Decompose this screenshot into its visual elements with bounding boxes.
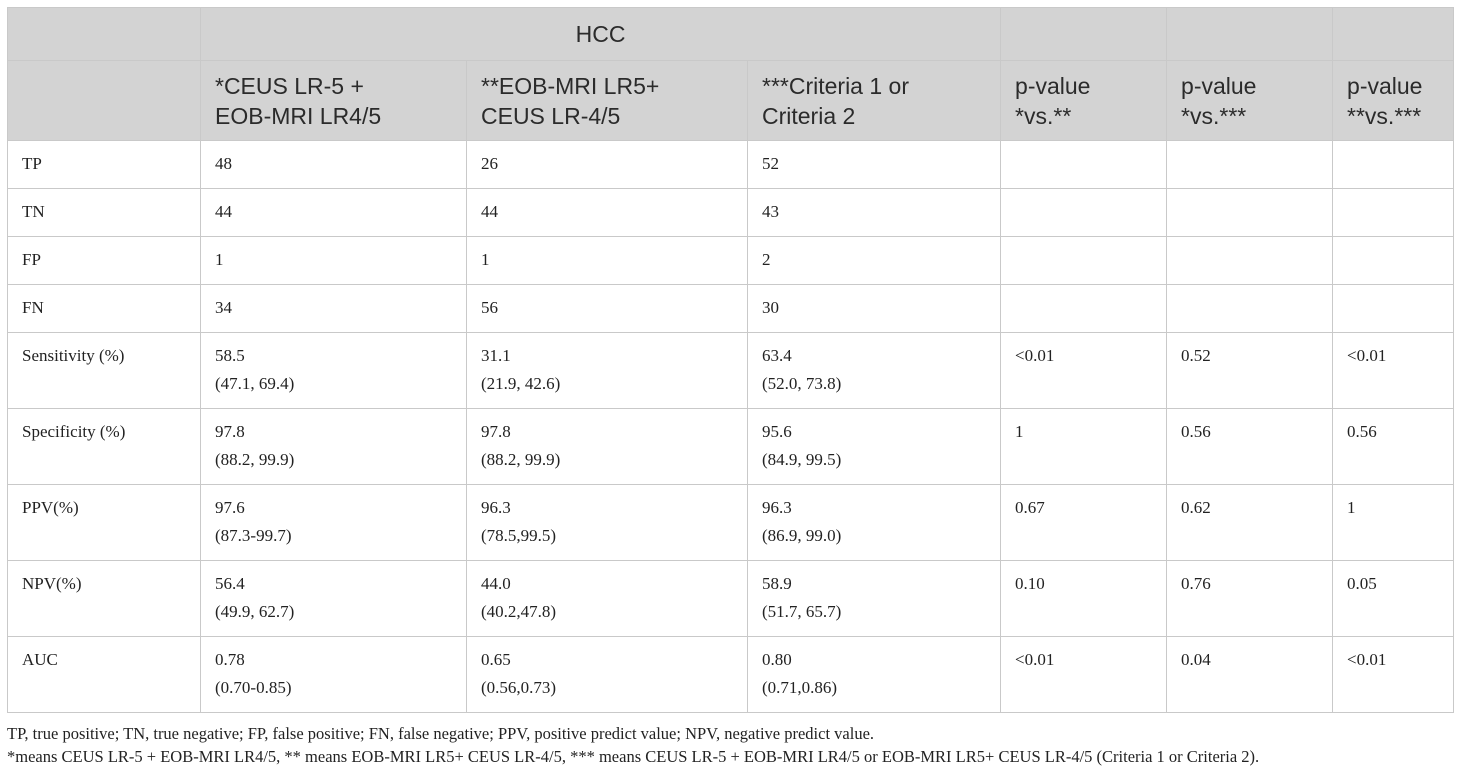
column-header-line: EOB-MRI LR4/5 xyxy=(215,103,382,129)
cell-confidence-interval: (86.9, 99.0) xyxy=(762,526,842,545)
table-cell xyxy=(201,485,467,561)
cell-confidence-interval: (47.1, 69.4) xyxy=(215,374,295,393)
table-cell xyxy=(467,237,748,285)
cell-value: 95.6 xyxy=(762,422,792,441)
table-cell xyxy=(1333,285,1454,333)
table-cell xyxy=(1001,141,1167,189)
cell-value: 0.67 xyxy=(1015,498,1045,517)
cell-value: 48 xyxy=(215,154,232,173)
cell-value: 56.4 xyxy=(215,574,245,593)
table-cell xyxy=(201,285,467,333)
column-header-line: ***Criteria 1 or xyxy=(762,73,909,99)
group-header-blank xyxy=(1333,8,1454,61)
cell-value: 30 xyxy=(762,298,779,317)
table-cell xyxy=(748,285,1001,333)
cell-confidence-interval: (52.0, 73.8) xyxy=(762,374,842,393)
header-corner-cell xyxy=(8,8,201,61)
table-row xyxy=(8,189,1454,237)
row-label: NPV(%) xyxy=(8,561,201,637)
table-cell xyxy=(1167,141,1333,189)
table-cell xyxy=(1001,285,1167,333)
table-cell xyxy=(1167,485,1333,561)
cell-confidence-interval: (88.2, 99.9) xyxy=(215,450,295,469)
table-row xyxy=(8,409,1454,485)
cell-value: 0.56 xyxy=(1347,422,1377,441)
cell-confidence-interval: (88.2, 99.9) xyxy=(481,450,561,469)
group-header-blank xyxy=(1167,8,1333,61)
column-header-line: **EOB-MRI LR5+ xyxy=(481,73,660,99)
cell-value: 58.9 xyxy=(762,574,792,593)
cell-value: 1 xyxy=(215,250,224,269)
cell-value: 58.5 xyxy=(215,346,245,365)
table-cell xyxy=(1167,409,1333,485)
row-label: Specificity (%) xyxy=(8,409,201,485)
column-header xyxy=(467,61,748,141)
column-header-line: p-value xyxy=(1181,73,1257,99)
cell-value: <0.01 xyxy=(1347,346,1387,365)
cell-value: 2 xyxy=(762,250,771,269)
cell-value: 97.8 xyxy=(215,422,245,441)
table-cell xyxy=(1333,333,1454,409)
cell-confidence-interval: (0.71,0.86) xyxy=(762,678,838,697)
cell-value: <0.01 xyxy=(1347,650,1387,669)
table-cell xyxy=(1333,409,1454,485)
footnote-abbreviations: TP, true positive; TN, true negative; FP, false positive; FN, false negative; PPV, positive predict value; NPV, negative predict value. xyxy=(7,724,875,743)
table-cell xyxy=(1167,561,1333,637)
column-header-line: p-value xyxy=(1015,73,1091,99)
table-cell xyxy=(1333,141,1454,189)
column-header-row xyxy=(8,61,1454,141)
table-cell xyxy=(748,189,1001,237)
cell-value: 34 xyxy=(215,298,232,317)
cell-value: 0.05 xyxy=(1347,574,1377,593)
table-cell xyxy=(748,637,1001,713)
cell-value: 1 xyxy=(1015,422,1024,441)
row-label: PPV(%) xyxy=(8,485,201,561)
table-cell xyxy=(1001,637,1167,713)
table-row xyxy=(8,285,1454,333)
cell-value: 0.62 xyxy=(1181,498,1211,517)
row-label: AUC xyxy=(8,637,201,713)
table-cell xyxy=(467,561,748,637)
cell-value: 56 xyxy=(481,298,498,317)
table-row xyxy=(8,485,1454,561)
table-row xyxy=(8,333,1454,409)
table-row xyxy=(8,637,1454,713)
column-header-line: *vs.** xyxy=(1015,103,1072,129)
table-cell xyxy=(1333,189,1454,237)
table-cell xyxy=(201,333,467,409)
table-cell xyxy=(1001,409,1167,485)
table-row xyxy=(8,237,1454,285)
table-cell xyxy=(1001,485,1167,561)
table-cell xyxy=(201,561,467,637)
cell-confidence-interval: (40.2,47.8) xyxy=(481,602,557,621)
row-label: Sensitivity (%) xyxy=(8,333,201,409)
footnote-criteria: *means CEUS LR-5 + EOB-MRI LR4/5, ** means EOB-MRI LR5+ CEUS LR-4/5, *** means CEUS LR-5 + EOB-MRI LR4/5 or EOB-MRI LR5+ CEUS LR-4/5 (Criteria 1 or Criteria 2). xyxy=(7,747,1260,766)
cell-value: 0.56 xyxy=(1181,422,1211,441)
cell-value: 44.0 xyxy=(481,574,511,593)
table-cell xyxy=(1167,189,1333,237)
table-cell xyxy=(1001,189,1167,237)
table-cell xyxy=(748,333,1001,409)
cell-value: 44 xyxy=(215,202,232,221)
table-cell xyxy=(201,637,467,713)
cell-value: <0.01 xyxy=(1015,650,1055,669)
table-cell xyxy=(201,141,467,189)
cell-value: 0.80 xyxy=(762,650,792,669)
table-cell xyxy=(1001,237,1167,285)
cell-confidence-interval: (78.5,99.5) xyxy=(481,526,557,545)
table-cell xyxy=(1167,333,1333,409)
table-cell xyxy=(467,409,748,485)
cell-value: 97.8 xyxy=(481,422,511,441)
table-cell xyxy=(748,237,1001,285)
table-footnotes xyxy=(7,722,1453,768)
table-cell xyxy=(1333,561,1454,637)
cell-value: 0.04 xyxy=(1181,650,1211,669)
column-header-line: Criteria 2 xyxy=(762,103,856,129)
group-header-row xyxy=(8,8,1454,61)
cell-value: 31.1 xyxy=(481,346,511,365)
cell-confidence-interval: (87.3-99.7) xyxy=(215,526,292,545)
table-cell xyxy=(748,409,1001,485)
table-cell xyxy=(467,333,748,409)
group-header-blank xyxy=(1001,8,1167,61)
table-cell xyxy=(1167,285,1333,333)
cell-value: 0.52 xyxy=(1181,346,1211,365)
cell-value: 96.3 xyxy=(762,498,792,517)
column-header-line: CEUS LR-4/5 xyxy=(481,103,621,129)
column-header xyxy=(748,61,1001,141)
cell-value: 1 xyxy=(481,250,490,269)
cell-confidence-interval: (84.9, 99.5) xyxy=(762,450,842,469)
row-label: FN xyxy=(8,285,201,333)
row-label: TP xyxy=(8,141,201,189)
table-cell xyxy=(467,189,748,237)
table-cell xyxy=(467,485,748,561)
cell-confidence-interval: (0.70-0.85) xyxy=(215,678,292,697)
table-cell xyxy=(748,561,1001,637)
table-cell xyxy=(748,141,1001,189)
column-header xyxy=(1167,61,1333,141)
cell-confidence-interval: (21.9, 42.6) xyxy=(481,374,561,393)
table-cell xyxy=(467,285,748,333)
cell-value: 96.3 xyxy=(481,498,511,517)
header-label-blank xyxy=(8,61,201,141)
table-cell xyxy=(467,141,748,189)
row-label: TN xyxy=(8,189,201,237)
column-header xyxy=(1001,61,1167,141)
cell-value: 26 xyxy=(481,154,498,173)
table-cell xyxy=(1333,637,1454,713)
column-header-line: *vs.*** xyxy=(1181,103,1247,129)
column-header-line: **vs.*** xyxy=(1347,103,1422,129)
cell-value: 97.6 xyxy=(215,498,245,517)
table-cell xyxy=(1333,237,1454,285)
cell-value: 44 xyxy=(481,202,498,221)
cell-value: <0.01 xyxy=(1015,346,1055,365)
table-cell xyxy=(1001,333,1167,409)
table-cell xyxy=(1167,237,1333,285)
cell-value: 52 xyxy=(762,154,779,173)
table-cell xyxy=(201,189,467,237)
results-table xyxy=(7,7,1454,713)
table-cell xyxy=(1167,637,1333,713)
cell-value: 63.4 xyxy=(762,346,792,365)
column-header-line: p-value xyxy=(1347,73,1423,99)
cell-confidence-interval: (51.7, 65.7) xyxy=(762,602,842,621)
table-row xyxy=(8,141,1454,189)
cell-value: 0.78 xyxy=(215,650,245,669)
table-cell xyxy=(467,637,748,713)
table-cell xyxy=(201,409,467,485)
column-header-line: *CEUS LR-5 + xyxy=(215,73,364,99)
cell-value: 1 xyxy=(1347,498,1356,517)
table-cell xyxy=(748,485,1001,561)
column-header xyxy=(201,61,467,141)
row-label: FP xyxy=(8,237,201,285)
cell-confidence-interval: (0.56,0.73) xyxy=(481,678,557,697)
column-header xyxy=(1333,61,1454,141)
table-row xyxy=(8,561,1454,637)
table-body xyxy=(8,141,1454,713)
table-cell xyxy=(1001,561,1167,637)
group-header-hcc: HCC xyxy=(201,8,1001,61)
table-cell xyxy=(1333,485,1454,561)
cell-value: 43 xyxy=(762,202,779,221)
results-table-container xyxy=(7,7,1453,713)
table-cell xyxy=(201,237,467,285)
cell-value: 0.76 xyxy=(1181,574,1211,593)
cell-value: 0.10 xyxy=(1015,574,1045,593)
cell-value: 0.65 xyxy=(481,650,511,669)
cell-confidence-interval: (49.9, 62.7) xyxy=(215,602,295,621)
